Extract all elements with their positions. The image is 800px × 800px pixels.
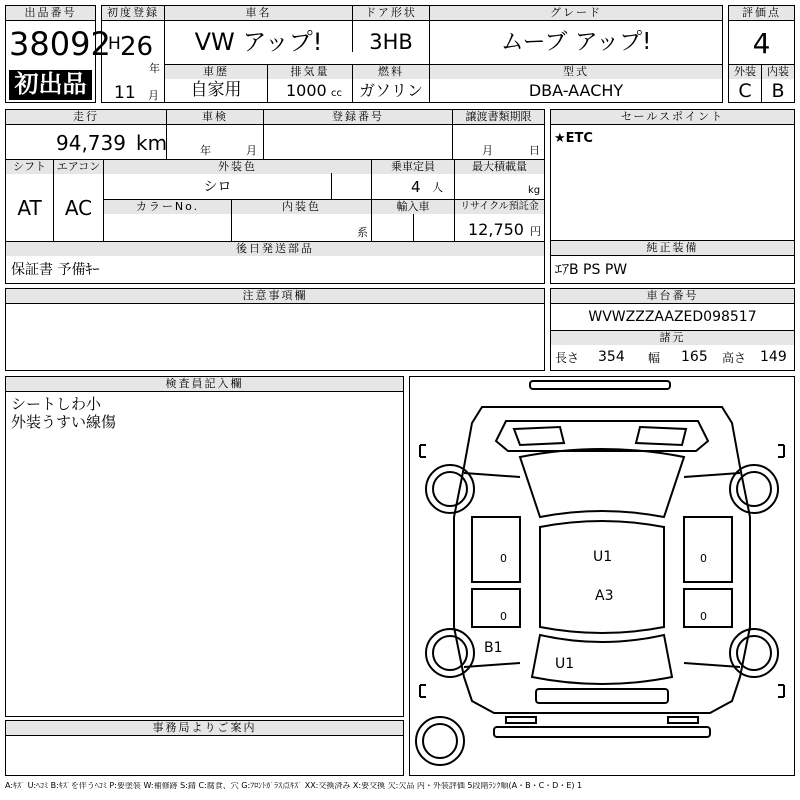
lot-number-box <box>5 5 111 103</box>
inspector-note-1: シートしわ小 <box>11 395 102 413</box>
length: 354 <box>598 349 625 365</box>
month-unit: 月 <box>148 89 159 102</box>
recycle-unit: 円 <box>530 225 541 238</box>
fuel-label: 燃料 <box>353 65 429 79</box>
grade-label: グレード <box>430 6 722 20</box>
recycle: 12,750 <box>468 220 524 239</box>
inspection-label: 車検 <box>167 110 263 124</box>
displacement-unit: cc <box>331 88 342 99</box>
score-box <box>728 5 795 103</box>
car-outline-diagram <box>410 377 794 775</box>
lot-number: 38092 <box>9 25 111 63</box>
load-unit: kg <box>528 185 541 196</box>
mileage-label: 走行 <box>6 110 166 124</box>
mark-zero-3: 0 <box>700 552 707 565</box>
width: 165 <box>681 349 708 365</box>
aircon: AC <box>64 196 93 220</box>
chassis-label: 車台番号 <box>551 289 794 303</box>
damage-b1-rear-fender: B1 <box>484 640 503 656</box>
color-no-label: カラーNo. <box>104 200 231 214</box>
equipment: ｴｱB PS PW <box>555 262 628 278</box>
capacity-label: 乗車定員 <box>372 160 454 174</box>
reg-no-label: 登録番号 <box>264 110 452 124</box>
exterior-grade: C <box>738 80 752 102</box>
inspection-month-unit: 月 <box>246 144 257 157</box>
interior-label: 内装 <box>762 65 794 79</box>
load-label: 最大積載量 <box>455 160 544 174</box>
sales-point: ★ETC <box>554 131 593 146</box>
first-reg-year: 26 <box>120 32 154 62</box>
damage-a3-roof: A3 <box>595 588 614 604</box>
shift: AT <box>17 196 42 220</box>
notes-box <box>5 288 545 371</box>
transfer-day-unit: 日 <box>529 144 540 157</box>
history: 自家用 <box>190 80 242 100</box>
height-label: 高さ <box>722 351 747 365</box>
era: H <box>108 34 121 54</box>
int-color-unit: 系 <box>357 226 368 239</box>
shift-label: シフト <box>6 160 53 174</box>
length-label: 長さ <box>555 351 580 365</box>
mileage: 94,739 <box>56 131 126 155</box>
equip-label: 純正装備 <box>551 241 794 255</box>
history-label: 車歴 <box>165 65 267 79</box>
capacity-unit: 人 <box>432 181 443 194</box>
notes-label: 注意事項欄 <box>6 289 544 303</box>
lot-number-label: 出品番号 <box>6 6 95 20</box>
top-info-table <box>101 5 723 103</box>
transfer-month-unit: 月 <box>482 144 493 157</box>
import-label: 輸入車 <box>372 200 454 214</box>
mileage-unit: km <box>136 131 168 155</box>
year-unit: 年 <box>149 62 160 75</box>
transfer-label: 譲渡書類期限 <box>453 110 544 124</box>
office-box <box>5 720 404 776</box>
displacement-label: 排気量 <box>268 65 352 79</box>
shipping-label: 後日発送部品 <box>6 242 544 256</box>
exterior-label: 外装 <box>729 65 761 79</box>
first-listing-text: 初出品 <box>14 70 87 98</box>
score: 4 <box>752 27 771 60</box>
chassis-box <box>550 288 795 371</box>
sales-label: セールスポイント <box>551 110 794 124</box>
recycle-label: リサイクル預託金 <box>455 200 544 214</box>
shipping-parts: 保証書 予備ｷｰ <box>11 262 100 278</box>
first-reg-month: 11 <box>114 83 136 103</box>
damage-u1-roof: U1 <box>593 549 613 565</box>
int-color-label: 内装色 <box>232 200 371 214</box>
model-label: 型式 <box>430 65 722 79</box>
model: DBA-AACHY <box>528 81 624 100</box>
car-name-label: 車名 <box>165 6 352 20</box>
damage-u1-rear: U1 <box>555 656 575 672</box>
interior-grade: B <box>771 80 785 102</box>
inspector-note-2: 外装うすい線傷 <box>11 413 117 431</box>
vehicle-detail-table <box>5 109 545 284</box>
mark-zero-1: 0 <box>500 552 507 565</box>
inspector-label: 検査員記入欄 <box>6 377 403 391</box>
score-label: 評価点 <box>729 6 794 20</box>
car-name: VW アップ! <box>194 28 323 56</box>
height: 149 <box>760 349 787 365</box>
width-label: 幅 <box>648 351 661 365</box>
aircon-label: エアコン <box>54 160 103 174</box>
inspector-box <box>5 376 404 717</box>
dims-label: 諸元 <box>551 331 794 345</box>
ext-color: シロ <box>203 179 232 195</box>
sales-point-box <box>550 109 795 241</box>
chassis-number: WVWZZZAAZED098517 <box>588 309 757 325</box>
door-label: ドア形状 <box>353 6 429 20</box>
first-reg-label: 初度登録 <box>102 6 164 20</box>
office-label: 事務局よりご案内 <box>6 721 403 735</box>
ext-color-label: 外装色 <box>104 160 371 174</box>
mark-zero-4: 0 <box>700 610 707 623</box>
fuel: ガソリン <box>358 81 423 100</box>
grade: ムーブ アップ! <box>500 29 652 55</box>
door-type: 3HB <box>369 30 413 54</box>
equipment-box <box>550 240 795 284</box>
capacity: 4 <box>411 178 421 196</box>
inspection-year-unit: 年 <box>200 144 211 157</box>
legend-text: A:ｷｽﾞ U:ﾍｺﾐ B:ｷｽﾞを伴うﾍｺﾐ P:要塗装 W:補修跡 S:錆 C:腐食、穴 G:ﾌﾛﾝﾄｶﾞﾗｽ点ｷｽﾞ XX:交換済み X:要交換 欠:欠品 内・外装評価 5段階ﾗﾝｸ順(A・B・C・D・E) 1 <box>5 782 583 790</box>
mark-zero-2: 0 <box>500 610 507 623</box>
damage-diagram <box>409 376 795 776</box>
displacement: 1000 <box>286 81 327 100</box>
